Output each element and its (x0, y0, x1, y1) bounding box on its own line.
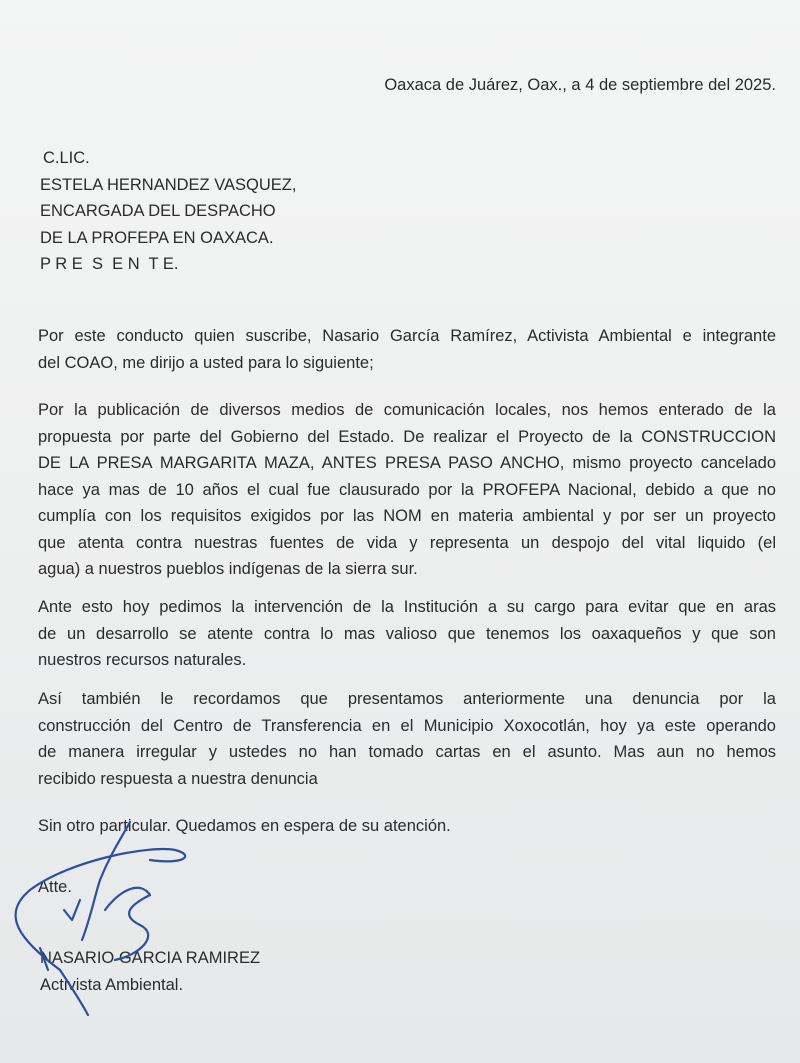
recipient-block (40, 145, 296, 278)
recipient-line: C.LIC. (43, 149, 90, 167)
text-line: Ante esto hoy pedimos la intervención de la Institución a su cargo para evitar que en aras (38, 598, 776, 616)
text-line: del COAO, me dirijo a usted para lo siguiente; (38, 353, 374, 372)
text-line: Por este conducto quien suscribe, Nasario García Ramírez, Activista Ambiental e integrante (38, 327, 776, 345)
text-line: DE LA PRESA MARGARITA MAZA, ANTES PRESA PASO ANCHO, mismo proyecto cancelado (38, 454, 776, 472)
text-line: recibido respuesta a nuestra denuncia (38, 769, 318, 788)
recipient-line: ENCARGADA DEL DESPACHO (40, 202, 276, 220)
text-line: agua) a nuestros pueblos indígenas de la sierra sur. (38, 560, 418, 578)
sign-off: Atte. (38, 878, 72, 896)
paragraph-3 (38, 594, 776, 674)
text-line: Por la publicación de diversos medios de comunicación locales, nos hemos enterado de la (38, 401, 776, 419)
text-line: que atenta contra nuestras fuentes de vida y representa un despojo del vital liquido (el (38, 533, 776, 552)
recipient-line: ESTELA HERNANDEZ VASQUEZ, (40, 175, 297, 194)
recipient-line: DE LA PROFEPA EN OAXACA. (40, 228, 274, 247)
text-line: cumplía con los requisitos exigidos por las NOM en materia ambiental y por ser un proyecto (38, 507, 776, 525)
letter-date: Oaxaca de Juárez, Oax., a 4 de septiembre del 2025. (384, 76, 776, 94)
text-line: construcción del Centro de Transferencia en el Municipio Xoxocotlán, hoy ya este operando (38, 716, 776, 735)
closing-line: Sin otro particular. Quedamos en espera de su atención. (38, 817, 451, 835)
text-line: Así también le recordamos que presentamos anteriormente una denuncia por la (38, 690, 776, 708)
text-line: nuestros recursos naturales. (38, 651, 247, 669)
paragraph-2 (38, 397, 776, 583)
text-line: propuesta por parte del Gobierno del Estado. De realizar el Proyecto de la CONSTRUCCION (38, 427, 776, 446)
paragraph-4 (38, 686, 776, 792)
signer-title: Activista Ambiental. (40, 976, 184, 994)
text-line: hace ya mas de 10 años el cual fue clausurado por la PROFEPA Nacional, debido a que no (38, 480, 776, 499)
signer-name: NASARIO GARCIA RAMIREZ (40, 949, 261, 967)
handwritten-signature (0, 820, 260, 1020)
paragraph-1 (38, 323, 776, 376)
text-line: de manera irregular y ustedes no han tomado cartas en el asunto. Mas aun no hemos (38, 743, 776, 761)
recipient-line: P R E S E N T E. (40, 255, 179, 273)
text-line: de un desarrollo se atente contra lo mas valioso que tenemos los oaxaqueños y que son (38, 624, 776, 643)
